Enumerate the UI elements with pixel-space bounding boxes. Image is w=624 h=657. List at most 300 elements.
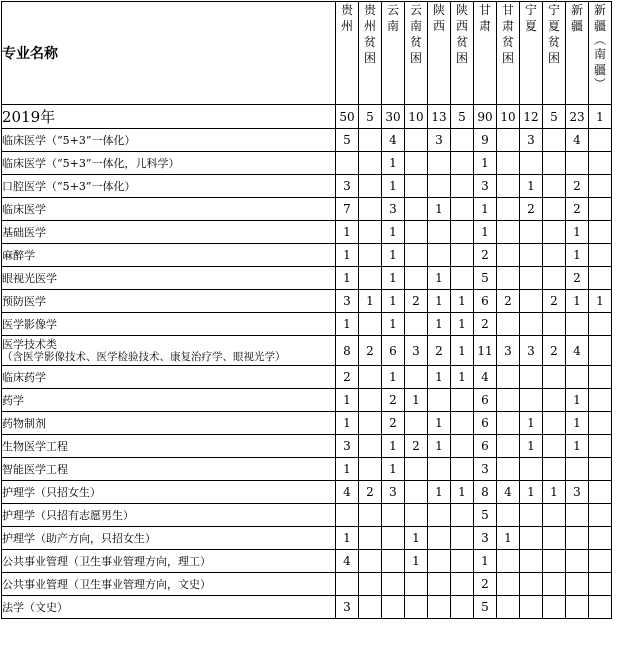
quota-cell: 5 xyxy=(474,596,497,619)
table-row xyxy=(2,550,612,573)
major-name-cell xyxy=(2,175,336,198)
quota-cell: 3 xyxy=(474,458,497,481)
major-name: 公共事业管理（卫生事业管理方向，理工） xyxy=(2,554,211,568)
major-name-cell xyxy=(2,412,336,435)
quota-cell: 1 xyxy=(451,313,474,336)
quota-cell: 2 xyxy=(474,244,497,267)
province-column-header xyxy=(520,2,543,105)
quota-cell xyxy=(405,221,428,244)
quota-cell: 1 xyxy=(474,198,497,221)
province-label-char: 贫 xyxy=(502,35,515,49)
province-label-char: 肃 xyxy=(479,19,492,33)
major-name: 智能医学工程 xyxy=(2,462,68,476)
table-row xyxy=(2,504,612,527)
quota-cell: 5 xyxy=(474,504,497,527)
major-name-cell xyxy=(2,481,336,504)
quota-cell: 6 xyxy=(474,435,497,458)
quota-cell: 1 xyxy=(336,221,359,244)
quota-cell xyxy=(428,244,451,267)
province-label-char: 疆 xyxy=(594,19,607,33)
quota-cell: 2 xyxy=(428,336,451,366)
major-name-cell xyxy=(2,389,336,412)
quota-cell: 1 xyxy=(520,481,543,504)
quota-cell: 1 xyxy=(382,313,405,336)
quota-cell: 3 xyxy=(497,336,520,366)
table-row xyxy=(2,412,612,435)
quota-cell xyxy=(382,527,405,550)
quota-cell xyxy=(589,596,612,619)
quota-cell xyxy=(336,573,359,596)
quota-cell: 2 xyxy=(474,573,497,596)
major-name: 预防医学 xyxy=(2,294,46,308)
quota-cell xyxy=(543,412,566,435)
quota-cell: 1 xyxy=(405,527,428,550)
quota-cell: 2 xyxy=(405,435,428,458)
quota-cell: 1 xyxy=(405,389,428,412)
quota-cell xyxy=(589,336,612,366)
quota-cell xyxy=(543,244,566,267)
quota-cell xyxy=(543,129,566,152)
quota-cell xyxy=(497,366,520,389)
quota-cell xyxy=(451,267,474,290)
province-column-header xyxy=(474,2,497,105)
province-label-char: 贵 xyxy=(364,3,377,17)
major-name: 护理学（只招女生） xyxy=(2,485,101,499)
quota-cell: 1 xyxy=(336,389,359,412)
table-row xyxy=(2,129,612,152)
province-label-char: 宁 xyxy=(548,3,561,17)
quota-cell: 1 xyxy=(566,244,589,267)
province-label-char: 南 xyxy=(594,47,607,61)
quota-cell xyxy=(405,267,428,290)
quota-cell xyxy=(543,504,566,527)
quota-cell: 6 xyxy=(382,336,405,366)
quota-cell xyxy=(520,313,543,336)
quota-cell: 1 xyxy=(382,152,405,175)
major-name: 生物医学工程 xyxy=(2,439,68,453)
major-name-cell xyxy=(2,290,336,313)
quota-cell xyxy=(520,527,543,550)
quota-cell xyxy=(428,527,451,550)
quota-cell xyxy=(543,550,566,573)
quota-cell xyxy=(359,573,382,596)
quota-cell: 2 xyxy=(566,198,589,221)
year-total-cell: 10 xyxy=(497,105,520,129)
quota-cell: 3 xyxy=(428,129,451,152)
quota-cell: 1 xyxy=(382,221,405,244)
quota-cell: 1 xyxy=(428,267,451,290)
quota-cell xyxy=(451,129,474,152)
year-total-row xyxy=(2,105,612,129)
quota-cell xyxy=(451,458,474,481)
year-total-cell: 10 xyxy=(405,105,428,129)
quota-cell xyxy=(497,458,520,481)
quota-cell: 3 xyxy=(382,198,405,221)
province-label-char: 云 xyxy=(387,3,400,17)
quota-cell: 6 xyxy=(474,412,497,435)
quota-cell xyxy=(543,313,566,336)
quota-cell: 2 xyxy=(520,198,543,221)
quota-cell xyxy=(566,527,589,550)
quota-cell: 7 xyxy=(336,198,359,221)
major-name: 基础医学 xyxy=(2,225,46,239)
quota-cell xyxy=(497,267,520,290)
province-label-char: 陕 xyxy=(456,3,469,17)
table-row xyxy=(2,290,612,313)
table-row xyxy=(2,573,612,596)
quota-cell: 1 xyxy=(566,221,589,244)
quota-cell: 1 xyxy=(497,527,520,550)
quota-cell xyxy=(451,221,474,244)
quota-cell xyxy=(405,366,428,389)
quota-cell: 1 xyxy=(566,290,589,313)
province-column-header xyxy=(543,2,566,105)
enrollment-plan-table xyxy=(1,1,612,619)
province-label-char: 州 xyxy=(364,19,377,33)
quota-cell xyxy=(359,198,382,221)
table-row xyxy=(2,152,612,175)
quota-cell xyxy=(451,389,474,412)
major-name-cell xyxy=(2,550,336,573)
year-total-cell: 30 xyxy=(382,105,405,129)
table-row xyxy=(2,221,612,244)
quota-cell: 1 xyxy=(336,267,359,290)
table-row xyxy=(2,336,612,366)
quota-cell xyxy=(451,175,474,198)
province-label-char: 困 xyxy=(502,51,515,65)
year-total-cell: 50 xyxy=(336,105,359,129)
major-name: 公共事业管理（卫生事业管理方向，文史） xyxy=(2,577,211,591)
province-label-char: 甘 xyxy=(479,3,492,17)
province-label-char: 南 xyxy=(387,19,400,33)
quota-cell xyxy=(451,550,474,573)
quota-cell xyxy=(520,458,543,481)
quota-cell xyxy=(497,152,520,175)
quota-cell xyxy=(497,313,520,336)
year-label: 2019年 xyxy=(2,105,336,129)
quota-cell xyxy=(451,152,474,175)
quota-cell xyxy=(497,175,520,198)
quota-cell: 1 xyxy=(428,290,451,313)
province-column-header xyxy=(566,2,589,105)
quota-cell: 4 xyxy=(566,336,589,366)
quota-cell: 1 xyxy=(428,198,451,221)
quota-cell: 3 xyxy=(336,290,359,313)
major-name: 药学 xyxy=(2,393,24,407)
province-label xyxy=(594,2,606,90)
quota-cell xyxy=(405,175,428,198)
quota-cell xyxy=(405,198,428,221)
quota-cell xyxy=(359,596,382,619)
quota-cell: 1 xyxy=(451,366,474,389)
quota-cell xyxy=(566,152,589,175)
year-total-cell: 90 xyxy=(474,105,497,129)
quota-cell xyxy=(589,313,612,336)
major-name: 医学技术类 xyxy=(2,337,57,351)
quota-cell xyxy=(543,198,566,221)
quota-cell xyxy=(520,366,543,389)
quota-cell: 1 xyxy=(336,458,359,481)
province-label-char: 州 xyxy=(341,19,354,33)
quota-cell: 1 xyxy=(520,175,543,198)
table-header-row xyxy=(2,2,612,105)
province-label-char: 肃 xyxy=(502,19,515,33)
quota-cell xyxy=(589,198,612,221)
province-label xyxy=(525,2,537,34)
quota-cell xyxy=(589,366,612,389)
quota-cell xyxy=(359,221,382,244)
quota-cell xyxy=(451,527,474,550)
province-label-char: 贵 xyxy=(341,3,354,17)
quota-cell: 1 xyxy=(520,412,543,435)
table-row xyxy=(2,313,612,336)
quota-cell xyxy=(428,175,451,198)
quota-cell: 1 xyxy=(382,435,405,458)
province-label xyxy=(341,2,353,34)
province-label-char: 困 xyxy=(456,51,469,65)
quota-cell xyxy=(428,573,451,596)
quota-cell xyxy=(405,313,428,336)
table-row xyxy=(2,527,612,550)
province-column-header xyxy=(382,2,405,105)
major-name: 临床医学（“5+3”一体化，儿科学） xyxy=(2,156,180,170)
quota-cell xyxy=(497,129,520,152)
quota-cell xyxy=(543,458,566,481)
quota-cell: 1 xyxy=(336,313,359,336)
quota-cell: 4 xyxy=(474,366,497,389)
quota-cell: 1 xyxy=(336,527,359,550)
quota-cell: 1 xyxy=(382,244,405,267)
province-label-char: 贫 xyxy=(456,35,469,49)
table-row xyxy=(2,481,612,504)
quota-cell: 8 xyxy=(474,481,497,504)
province-label xyxy=(456,2,468,66)
quota-cell xyxy=(359,458,382,481)
quota-cell: 1 xyxy=(336,412,359,435)
quota-cell: 9 xyxy=(474,129,497,152)
quota-cell xyxy=(405,596,428,619)
year-total-cell: 13 xyxy=(428,105,451,129)
quota-cell xyxy=(405,129,428,152)
major-name-cell xyxy=(2,198,336,221)
province-label xyxy=(571,2,583,34)
quota-cell xyxy=(520,267,543,290)
quota-cell xyxy=(566,596,589,619)
quota-cell xyxy=(520,389,543,412)
quota-cell: 1 xyxy=(566,389,589,412)
quota-cell: 6 xyxy=(474,389,497,412)
quota-cell: 4 xyxy=(497,481,520,504)
quota-cell xyxy=(428,458,451,481)
quota-cell xyxy=(497,198,520,221)
quota-cell: 1 xyxy=(405,550,428,573)
quota-cell: 1 xyxy=(428,412,451,435)
year-total-cell: 5 xyxy=(543,105,566,129)
province-label-char: 贫 xyxy=(410,35,423,49)
quota-cell: 8 xyxy=(336,336,359,366)
quota-cell xyxy=(589,175,612,198)
quota-cell xyxy=(359,412,382,435)
quota-cell xyxy=(543,527,566,550)
province-label-char: 新 xyxy=(594,3,607,17)
quota-cell: 2 xyxy=(382,412,405,435)
quota-cell: 1 xyxy=(382,267,405,290)
quota-cell: 1 xyxy=(474,152,497,175)
province-label-char: ︵ xyxy=(594,33,607,47)
quota-cell xyxy=(589,481,612,504)
quota-cell xyxy=(451,412,474,435)
province-column-header xyxy=(428,2,451,105)
quota-cell xyxy=(359,366,382,389)
quota-cell: 2 xyxy=(359,481,382,504)
quota-cell: 1 xyxy=(543,481,566,504)
quota-cell xyxy=(405,458,428,481)
quota-cell xyxy=(543,573,566,596)
quota-cell xyxy=(543,596,566,619)
quota-cell: 6 xyxy=(474,290,497,313)
province-column-header xyxy=(497,2,520,105)
quota-cell xyxy=(589,244,612,267)
quota-cell xyxy=(543,366,566,389)
quota-cell xyxy=(543,389,566,412)
quota-cell: 2 xyxy=(336,366,359,389)
quota-cell: 1 xyxy=(474,550,497,573)
province-label xyxy=(548,2,560,66)
quota-cell: 2 xyxy=(382,389,405,412)
quota-cell xyxy=(359,527,382,550)
table-row xyxy=(2,435,612,458)
quota-cell xyxy=(428,389,451,412)
quota-cell xyxy=(428,550,451,573)
table-row xyxy=(2,198,612,221)
quota-cell: 1 xyxy=(382,290,405,313)
quota-cell xyxy=(520,573,543,596)
major-name: 临床医学（“5+3”一体化） xyxy=(2,133,136,147)
quota-cell xyxy=(497,435,520,458)
quota-cell xyxy=(359,267,382,290)
quota-cell xyxy=(451,573,474,596)
quota-cell xyxy=(405,412,428,435)
table-row xyxy=(2,458,612,481)
major-name-cell xyxy=(2,435,336,458)
major-name-cell xyxy=(2,313,336,336)
quota-cell: 3 xyxy=(566,481,589,504)
province-label xyxy=(387,2,399,34)
quota-cell xyxy=(359,550,382,573)
quota-cell: 1 xyxy=(520,435,543,458)
quota-cell xyxy=(497,221,520,244)
quota-cell xyxy=(451,504,474,527)
province-label xyxy=(364,2,376,66)
quota-cell: 4 xyxy=(336,481,359,504)
quota-cell xyxy=(405,244,428,267)
province-column-header xyxy=(451,2,474,105)
major-name: 麻醉学 xyxy=(2,248,35,262)
year-total-cell: 5 xyxy=(451,105,474,129)
major-name: 护理学（助产方向，只招女生） xyxy=(2,531,156,545)
quota-cell xyxy=(359,313,382,336)
quota-cell: 2 xyxy=(566,267,589,290)
quota-cell xyxy=(520,152,543,175)
quota-cell xyxy=(566,573,589,596)
quota-cell xyxy=(589,550,612,573)
quota-cell: 3 xyxy=(405,336,428,366)
major-name-cell xyxy=(2,573,336,596)
quota-cell xyxy=(589,412,612,435)
quota-cell xyxy=(405,481,428,504)
quota-cell xyxy=(428,152,451,175)
major-name-cell xyxy=(2,596,336,619)
quota-cell: 2 xyxy=(497,290,520,313)
quota-cell xyxy=(405,504,428,527)
quota-cell xyxy=(451,244,474,267)
major-name: 口腔医学（“5+3”一体化） xyxy=(2,179,136,193)
quota-cell: 3 xyxy=(520,129,543,152)
quota-cell xyxy=(359,152,382,175)
major-name: 医学影像学 xyxy=(2,317,57,331)
table-row xyxy=(2,596,612,619)
province-label-char: 疆 xyxy=(594,63,607,77)
quota-cell xyxy=(589,573,612,596)
quota-cell xyxy=(359,504,382,527)
year-total-cell: 23 xyxy=(566,105,589,129)
major-name: 临床药学 xyxy=(2,370,46,384)
quota-cell: 4 xyxy=(336,550,359,573)
province-label-char: 夏 xyxy=(548,19,561,33)
major-subtitle: （含医学影像技术、医学检验技术、康复治疗学、眼视光学） xyxy=(2,350,286,363)
quota-cell xyxy=(543,175,566,198)
year-total-cell: 1 xyxy=(589,105,612,129)
province-label-char: 贫 xyxy=(548,35,561,49)
quota-cell xyxy=(497,412,520,435)
quota-cell xyxy=(543,267,566,290)
quota-cell: 1 xyxy=(451,290,474,313)
province-label-char: 甘 xyxy=(502,3,515,17)
quota-cell xyxy=(497,596,520,619)
quota-cell xyxy=(497,573,520,596)
quota-cell xyxy=(589,389,612,412)
province-label xyxy=(410,2,422,66)
quota-cell xyxy=(520,244,543,267)
province-label-char: 西 xyxy=(456,19,469,33)
quota-cell xyxy=(497,504,520,527)
table-row xyxy=(2,389,612,412)
quota-cell xyxy=(497,244,520,267)
province-column-header xyxy=(405,2,428,105)
quota-cell xyxy=(382,573,405,596)
province-label-char: 南 xyxy=(410,19,423,33)
province-label-char: 陕 xyxy=(433,3,446,17)
province-label-char: 新 xyxy=(571,3,584,17)
quota-cell xyxy=(589,221,612,244)
year-total-cell: 12 xyxy=(520,105,543,129)
major-name-cell xyxy=(2,504,336,527)
quota-cell: 1 xyxy=(589,290,612,313)
quota-cell xyxy=(520,504,543,527)
quota-cell: 1 xyxy=(451,336,474,366)
quota-cell: 1 xyxy=(336,244,359,267)
quota-cell: 3 xyxy=(474,175,497,198)
quota-cell: 2 xyxy=(359,336,382,366)
quota-cell: 5 xyxy=(336,129,359,152)
quota-cell: 1 xyxy=(382,175,405,198)
quota-cell: 1 xyxy=(451,481,474,504)
quota-cell: 3 xyxy=(520,336,543,366)
quota-cell xyxy=(359,175,382,198)
major-name: 眼视光医学 xyxy=(2,271,57,285)
quota-cell: 2 xyxy=(566,175,589,198)
table-row xyxy=(2,366,612,389)
